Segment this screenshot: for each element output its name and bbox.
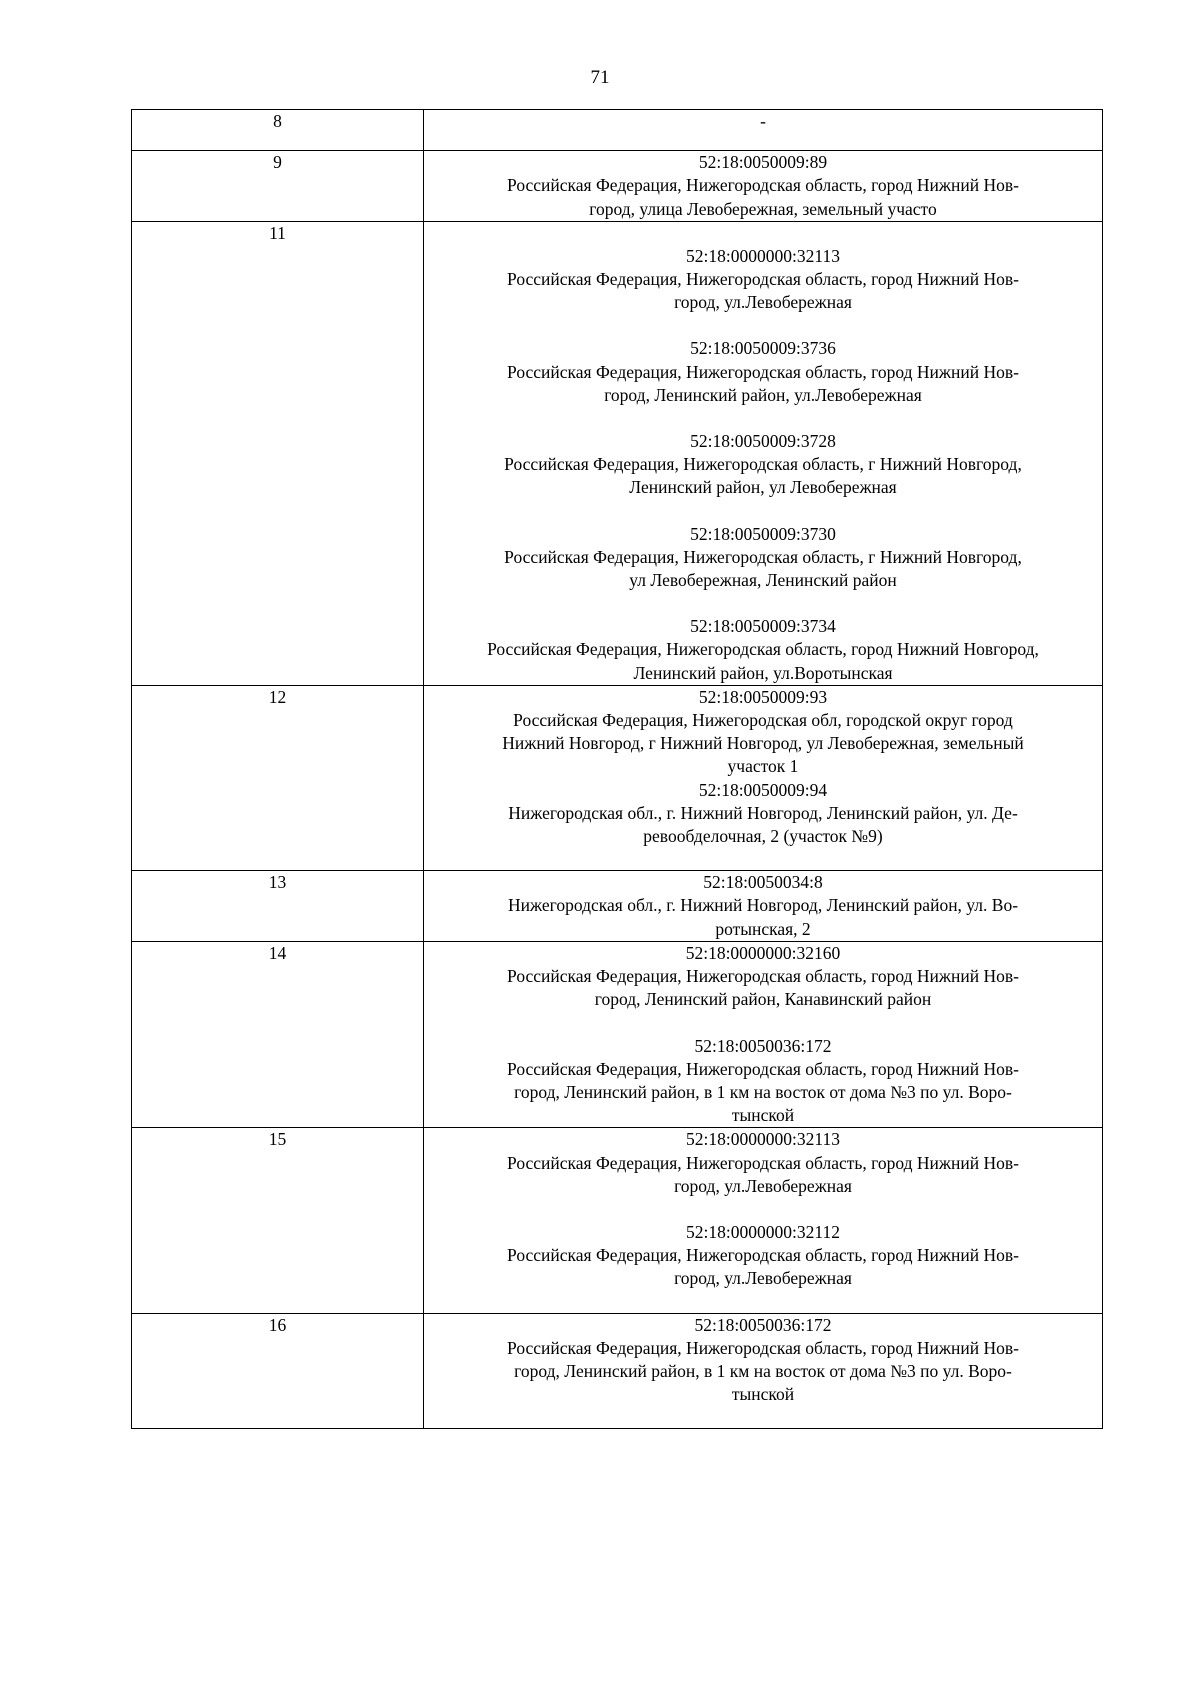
parcel-info-cell — [424, 685, 1103, 870]
address-line: тынской — [731, 1384, 795, 1405]
cadastral-number: 52:18:0000000:32112 — [686, 1221, 840, 1242]
address-line: Российская Федерация, Нижегородская область, г Нижний Новгород, — [504, 454, 1022, 475]
address-line: ул Левобережная, Ленинский район — [629, 570, 897, 591]
address-line: Ленинский район, ул.Воротынская — [633, 662, 893, 683]
cadastral-number: - — [760, 111, 766, 131]
address-line: Российская Федерация, Нижегородская область, город Нижний Новгород, — [487, 639, 1039, 660]
cadastral-number: 52:18:0050009:3730 — [690, 523, 836, 544]
cadastral-number: 52:18:0050034:8 — [703, 872, 823, 893]
parcel-entry — [442, 871, 1084, 941]
address-line: Ленинский район, ул Левобережная — [629, 477, 897, 498]
parcel-entry — [442, 1221, 1084, 1291]
row-number-cell — [132, 685, 424, 870]
address-line: город, ул.Левобережная — [674, 1268, 852, 1289]
address-line: город, ул.Левобережная — [674, 292, 852, 313]
parcel-entry — [442, 245, 1084, 315]
parcel-info-cell — [424, 221, 1103, 685]
parcel-info-cell — [424, 941, 1103, 1127]
address-line: Российская Федерация, Нижегородская область, г Нижний Новгород, — [504, 546, 1022, 567]
parcel-entry — [442, 151, 1084, 221]
parcel-entry — [442, 1035, 1084, 1128]
table-row — [132, 151, 1103, 222]
table-row — [132, 941, 1103, 1127]
parcel-info-cell — [424, 1128, 1103, 1313]
parcel-entry — [442, 942, 1084, 1012]
address-line: Российская Федерация, Нижегородская область, город Нижний Нов- — [507, 966, 1019, 987]
parcel-entry — [442, 430, 1084, 500]
row-number: 14 — [268, 942, 287, 963]
cadastral-number: 52:18:0000000:32113 — [686, 1129, 840, 1150]
parcel-entry — [442, 110, 1084, 133]
parcel-info-cell — [424, 110, 1103, 151]
row-number-cell — [132, 941, 424, 1127]
row-number: 13 — [268, 872, 287, 893]
parcel-info-cell — [424, 1313, 1103, 1429]
address-line: город, Ленинский район, в 1 км на восток от дома №3 по ул. Воро- — [514, 1360, 1012, 1381]
address-line: Российская Федерация, Нижегородская область, город Нижний Нов- — [507, 1152, 1019, 1173]
parcel-entry — [442, 337, 1084, 407]
cadastral-number: 52:18:0000000:32160 — [685, 942, 841, 963]
cadastral-number: 52:18:0050009:94 — [698, 779, 828, 800]
row-number: 12 — [268, 686, 287, 707]
parcel-info-cell — [424, 871, 1103, 942]
row-number: 9 — [273, 152, 282, 173]
cadastral-number: 52:18:0050036:172 — [694, 1035, 832, 1056]
parcel-entry — [442, 523, 1084, 593]
address-line: Нижегородская обл., г. Нижний Новгород, Ленинский район, ул. Во- — [507, 895, 1019, 916]
table-row — [132, 110, 1103, 151]
cadastral-number: 52:18:0050009:93 — [698, 686, 828, 707]
address-line: Российская Федерация, Нижегородская обл, городской округ город — [513, 710, 1013, 731]
row-number: 11 — [269, 222, 286, 243]
address-line: Нижегородская обл., г. Нижний Новгород, Ленинский район, ул. Де- — [508, 802, 1018, 823]
parcel-table — [131, 109, 1103, 1429]
cadastral-number: 52:18:0050036:172 — [694, 1314, 832, 1335]
parcel-info-cell — [424, 151, 1103, 222]
row-number-cell — [132, 221, 424, 685]
address-line: Российская Федерация, Нижегородская область, город Нижний Нов- — [507, 1245, 1019, 1266]
parcel-table-body — [132, 110, 1103, 1429]
page-number: 71 — [590, 67, 610, 88]
address-line: город, Ленинский район, в 1 км на восток от дома №3 по ул. Воро- — [514, 1081, 1012, 1102]
parcel-entry — [442, 615, 1084, 685]
address-line: тынской — [731, 1105, 795, 1126]
cadastral-number: 52:18:0050009:89 — [698, 152, 828, 173]
row-number: 8 — [273, 111, 282, 131]
address-line: город, Ленинский район, ул.Левобережная — [604, 384, 922, 405]
parcel-entry — [442, 686, 1084, 779]
table-row — [132, 685, 1103, 870]
row-number-cell — [132, 151, 424, 222]
cadastral-number: 52:18:0050009:3728 — [690, 431, 836, 452]
parcel-entry — [442, 1314, 1084, 1407]
cadastral-number: 52:18:0050009:3736 — [690, 338, 836, 359]
table-row — [132, 1128, 1103, 1313]
address-line: участок 1 — [727, 756, 799, 777]
table-row — [132, 871, 1103, 942]
table-row — [132, 1313, 1103, 1429]
row-number-cell — [132, 1313, 424, 1429]
address-line: ротынская, 2 — [715, 918, 811, 939]
address-line: Российская Федерация, Нижегородская область, город Нижний Нов- — [507, 1337, 1019, 1358]
row-number: 15 — [268, 1129, 287, 1150]
row-number-cell — [132, 871, 424, 942]
cadastral-number: 52:18:0000000:32113 — [686, 245, 840, 266]
parcel-entry — [442, 779, 1084, 849]
address-line: ревообделочная, 2 (участок №9) — [643, 826, 883, 847]
address-line: город, ул.Левобережная — [674, 1175, 852, 1196]
address-line: город, улица Левобережная, земельный участо — [589, 198, 937, 219]
row-number: 16 — [268, 1314, 287, 1335]
address-line: Российская Федерация, Нижегородская область, город Нижний Нов- — [507, 1058, 1019, 1079]
address-line: Нижний Новгород, г Нижний Новгород, ул Левобережная, земельный — [502, 733, 1024, 754]
parcel-entry — [442, 1128, 1084, 1198]
row-number-cell — [132, 1128, 424, 1313]
address-line: Российская Федерация, Нижегородская область, город Нижний Нов- — [507, 361, 1019, 382]
address-line: Российская Федерация, Нижегородская область, город Нижний Нов- — [507, 175, 1019, 196]
address-line: Российская Федерация, Нижегородская область, город Нижний Нов- — [507, 269, 1019, 290]
table-row — [132, 221, 1103, 685]
cadastral-number: 52:18:0050009:3734 — [690, 616, 836, 637]
row-number-cell — [132, 110, 424, 151]
address-line: город, Ленинский район, Канавинский район — [594, 989, 932, 1010]
